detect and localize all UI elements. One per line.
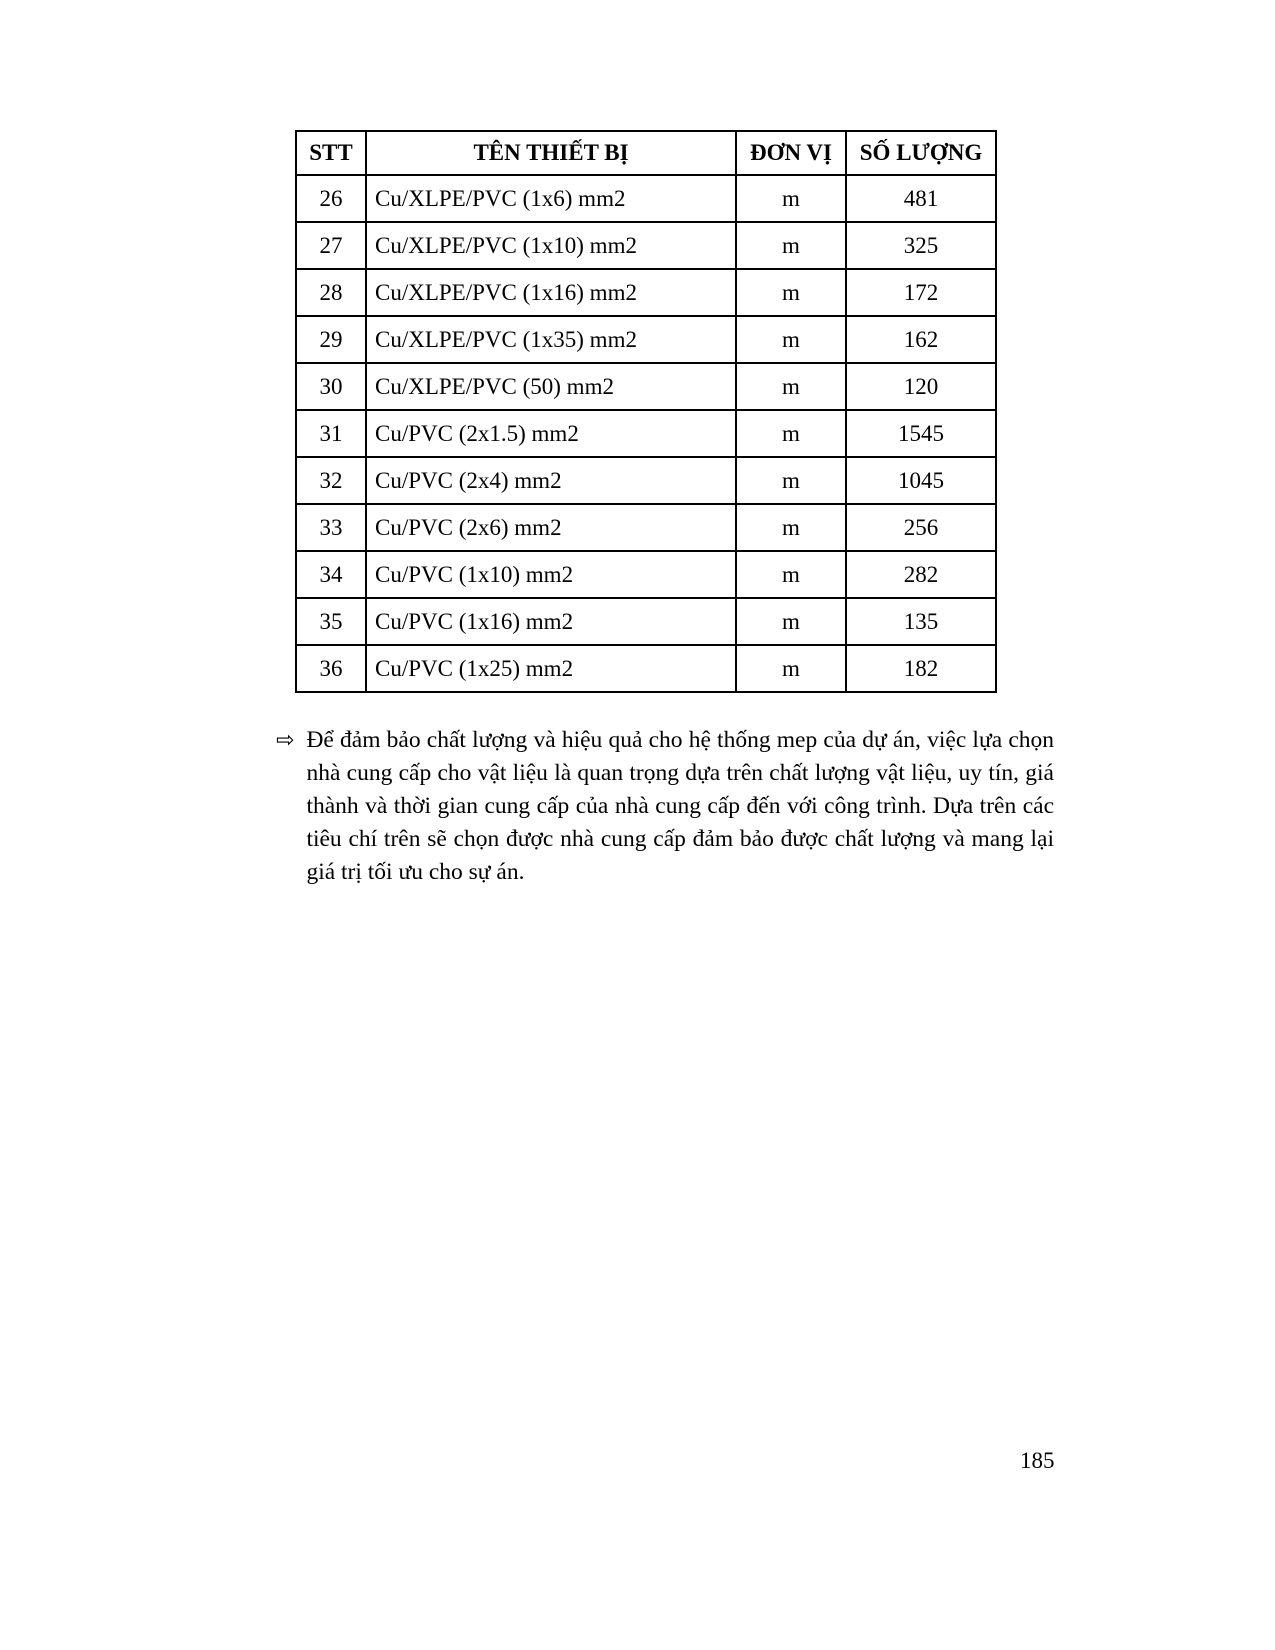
table-row <box>296 645 996 692</box>
table-row <box>296 363 996 410</box>
cell-name: Cu/PVC (1x10) mm2 <box>366 551 736 598</box>
note-block <box>276 724 1054 889</box>
cell-unit: m <box>736 504 846 551</box>
page-number: 185 <box>1020 1448 1055 1473</box>
cell-unit: m <box>736 645 846 692</box>
table-row <box>296 598 996 645</box>
cell-stt: 29 <box>296 316 366 363</box>
cell-name: Cu/PVC (2x6) mm2 <box>366 504 736 551</box>
cell-name: Cu/XLPE/PVC (50) mm2 <box>366 363 736 410</box>
cell-stt: 36 <box>296 645 366 692</box>
cell-name: Cu/PVC (2x1.5) mm2 <box>366 410 736 457</box>
cell-qty: 282 <box>846 551 996 598</box>
cell-qty: 256 <box>846 504 996 551</box>
cell-stt: 27 <box>296 222 366 269</box>
table-row <box>296 269 996 316</box>
table-row <box>296 410 996 457</box>
cell-unit: m <box>736 457 846 504</box>
cell-unit: m <box>736 363 846 410</box>
table-row <box>296 551 996 598</box>
cell-stt: 31 <box>296 410 366 457</box>
cell-stt: 35 <box>296 598 366 645</box>
cell-qty: 135 <box>846 598 996 645</box>
cell-unit: m <box>736 316 846 363</box>
header-name: TÊN THIẾT BỊ <box>366 131 736 175</box>
cell-unit: m <box>736 410 846 457</box>
cell-unit: m <box>736 269 846 316</box>
cell-unit: m <box>736 222 846 269</box>
cell-stt: 28 <box>296 269 366 316</box>
cell-name: Cu/PVC (2x4) mm2 <box>366 457 736 504</box>
table-row <box>296 222 996 269</box>
header-stt: STT <box>296 131 366 175</box>
cell-qty: 325 <box>846 222 996 269</box>
cell-name: Cu/PVC (1x25) mm2 <box>366 645 736 692</box>
arrow-bullet-icon: ⇨ <box>276 728 295 753</box>
table-row <box>296 175 996 222</box>
cell-qty: 120 <box>846 363 996 410</box>
table-row <box>296 316 996 363</box>
cell-qty: 172 <box>846 269 996 316</box>
cell-unit: m <box>736 551 846 598</box>
cell-unit: m <box>736 175 846 222</box>
cell-qty: 1545 <box>846 410 996 457</box>
note-text: Để đảm bảo chất lượng và hiệu quả cho hệ thống mep của dự án, việc lựa chọn nhà cung cấp cho vật liệu là quan trọng dựa trên chất lượng vật liệu, uy tín, giá thành và thời gian cung cấp của nhà cung cấp đến với công trình. Dựa trên các tiêu chí trên sẽ chọn được nhà cung cấp đảm bảo được chất lượng và mang lại giá trị tối ưu cho sự án. <box>306 727 1054 885</box>
cell-stt: 30 <box>296 363 366 410</box>
cell-qty: 481 <box>846 175 996 222</box>
cell-stt: 32 <box>296 457 366 504</box>
header-row <box>296 131 996 175</box>
cell-name: Cu/XLPE/PVC (1x6) mm2 <box>366 175 736 222</box>
cell-stt: 33 <box>296 504 366 551</box>
cell-name: Cu/XLPE/PVC (1x35) mm2 <box>366 316 736 363</box>
equipment-table-header <box>296 131 996 175</box>
cell-qty: 1045 <box>846 457 996 504</box>
table-row <box>296 457 996 504</box>
cell-qty: 162 <box>846 316 996 363</box>
equipment-table-body <box>296 175 996 692</box>
cell-stt: 26 <box>296 175 366 222</box>
cell-name: Cu/XLPE/PVC (1x10) mm2 <box>366 222 736 269</box>
cell-qty: 182 <box>846 645 996 692</box>
cell-name: Cu/XLPE/PVC (1x16) mm2 <box>366 269 736 316</box>
cell-stt: 34 <box>296 551 366 598</box>
header-unit: ĐƠN VỊ <box>736 131 846 175</box>
table-row <box>296 504 996 551</box>
header-qty: SỐ LƯỢNG <box>846 131 996 175</box>
cell-name: Cu/PVC (1x16) mm2 <box>366 598 736 645</box>
equipment-table <box>295 130 997 693</box>
cell-unit: m <box>736 598 846 645</box>
